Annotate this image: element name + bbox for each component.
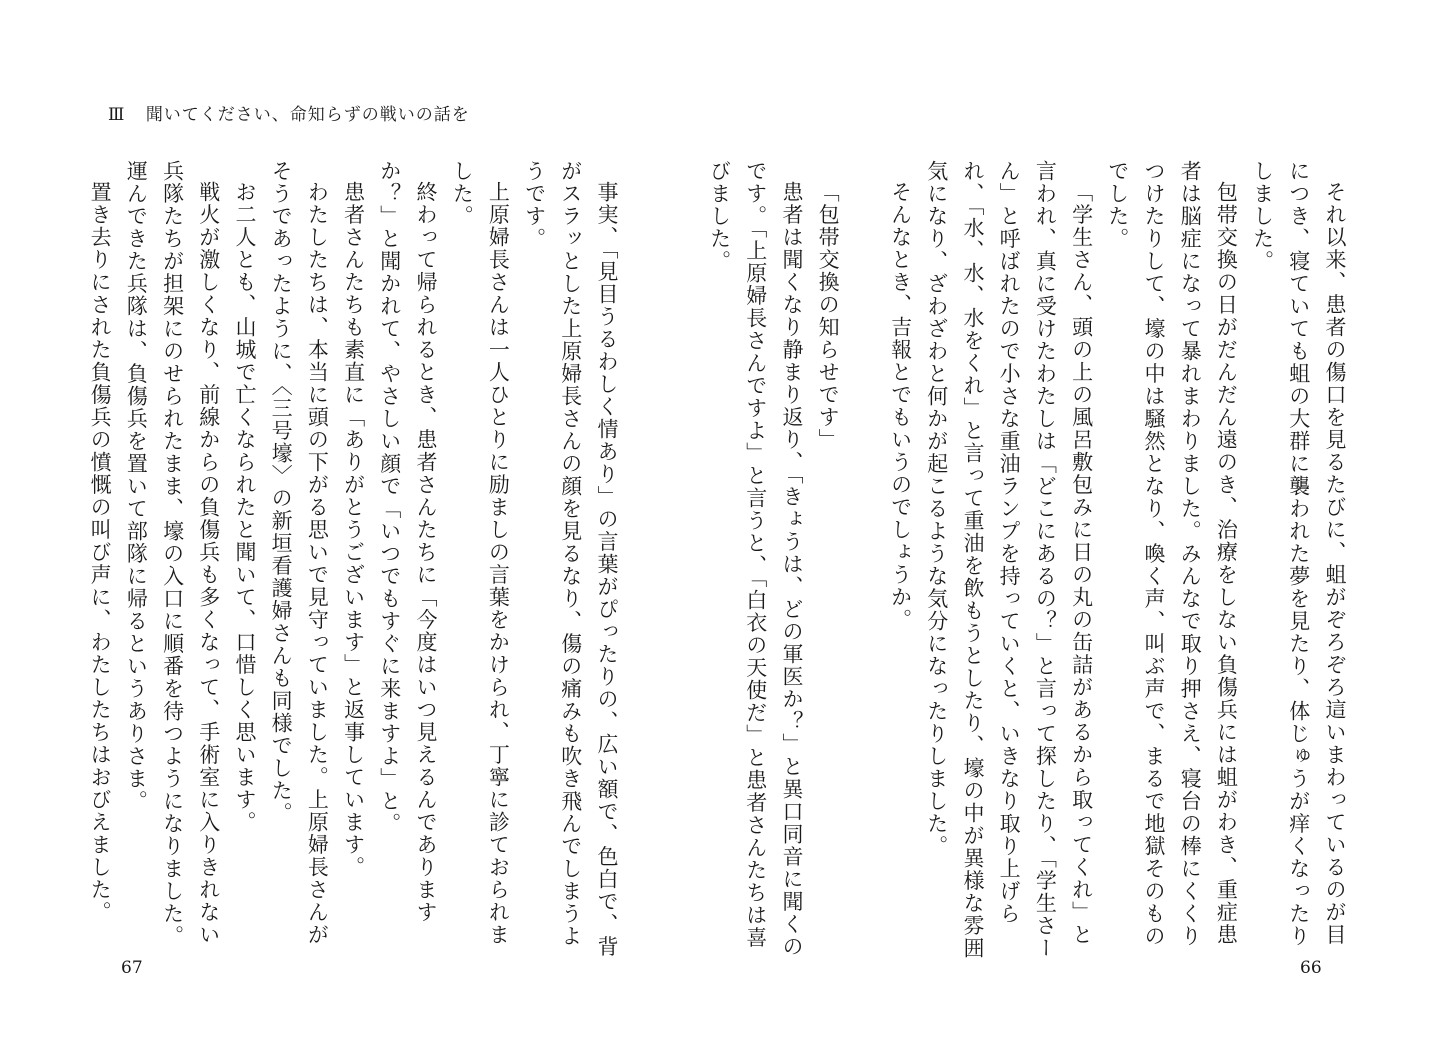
paragraph: お二人とも、山城で亡くなられたと聞いて、口惜しく思います。 (232, 181, 257, 834)
paragraph: 「包帯交換の知らせです」 (816, 181, 841, 451)
paragraph: 「学生さん、頭の上の風呂敷包みに日の丸の缶詰があるから取ってくれ」と言われ、真に受けたわたしは「どこにあるの？」と言って探したり、「学生さーん」と呼ばれたので小さな重油ランプを持っていくと、いきなり取り上げられ、「水、水、水をくれ」と言って重油を飲もうとしたり、壕の中が異様な雰囲気になり、ざわざわと何かが起こるような気分になったりしました。 (924, 160, 1094, 960)
running-head (108, 100, 470, 125)
paragraph: 上原婦長さんは一人ひとりに励ましの言葉をかけられ、丁寧に診ておられました。 (450, 160, 511, 946)
chapter-numeral: Ⅲ (108, 105, 126, 125)
page-number-right: 66 (1300, 958, 1322, 978)
paragraph: 戦火が激しくなり、前線からの負傷兵も多くなって、手術室に入りきれない兵隊たちが担架にのせられたまま、壕の入口に順番を待つようになりました。運んできた兵隊は、負傷兵を置いて部隊に帰るというありさま。 (124, 160, 221, 948)
paragraph: わたしたちは、本当に頭の下がる思いで見守っていました。上原婦長さんがそうであったように、〈三号壕〉の新垣看護婦さんも同様でした。 (269, 160, 330, 946)
page-66-body (707, 160, 1353, 960)
paragraph: そんなとき、吉報とでもいうのでしょうか。 (888, 181, 913, 631)
paragraph: それ以来、患者の傷口を見るたびに、蛆がぞろぞろ這いまわっているのが目につき、寝ていても蛆の大群に襲われた夢を見たり、体じゅうが痒くなったりしました。 (1250, 160, 1347, 948)
page-number-left: 67 (121, 958, 143, 978)
paragraph: 患者さんたちも素直に「ありがとうございます」と返事しています。 (341, 181, 366, 879)
paragraph: 包帯交換の日がだんだん遠のき、治療をしない負傷兵には蛆がわき、重症患者は脳症になって暴れまわりました。みんなで取り押さえ、寝台の棒にくくりつけたりして、壕の中は騒然となり、喚く声、叫ぶ声で、まるで地獄そのものでした。 (1105, 160, 1239, 948)
paragraph: 患者は聞くなり静まり返り、「きょうは、どの軍医か？」と異口同音に聞くのです。「上原婦長さんですよ」と言うと、「白衣の天使だ」と患者さんたちは喜びました。 (707, 160, 804, 958)
paragraph: 事実、「見目うるわしく情あり」の言葉がぴったりの、広い額で、色白で、背がスラッとした上原婦長さんの顔を見るなり、傷の痛みも吹き飛んでしまうようです。 (522, 160, 619, 958)
paragraph: 終わって帰られるとき、患者さんたちに「今度はいつ見えるんでありますか？」と聞かれて、やさしい顔で「いつでもすぐに来ますよ」と。 (377, 160, 438, 924)
chapter-title: 聞いてください、命知らずの戦いの話を (145, 105, 470, 125)
page-67-body (88, 160, 625, 960)
paragraph: 置き去りにされた負傷兵の憤慨の叫び声に、わたしたちはおびえました。 (88, 181, 113, 924)
